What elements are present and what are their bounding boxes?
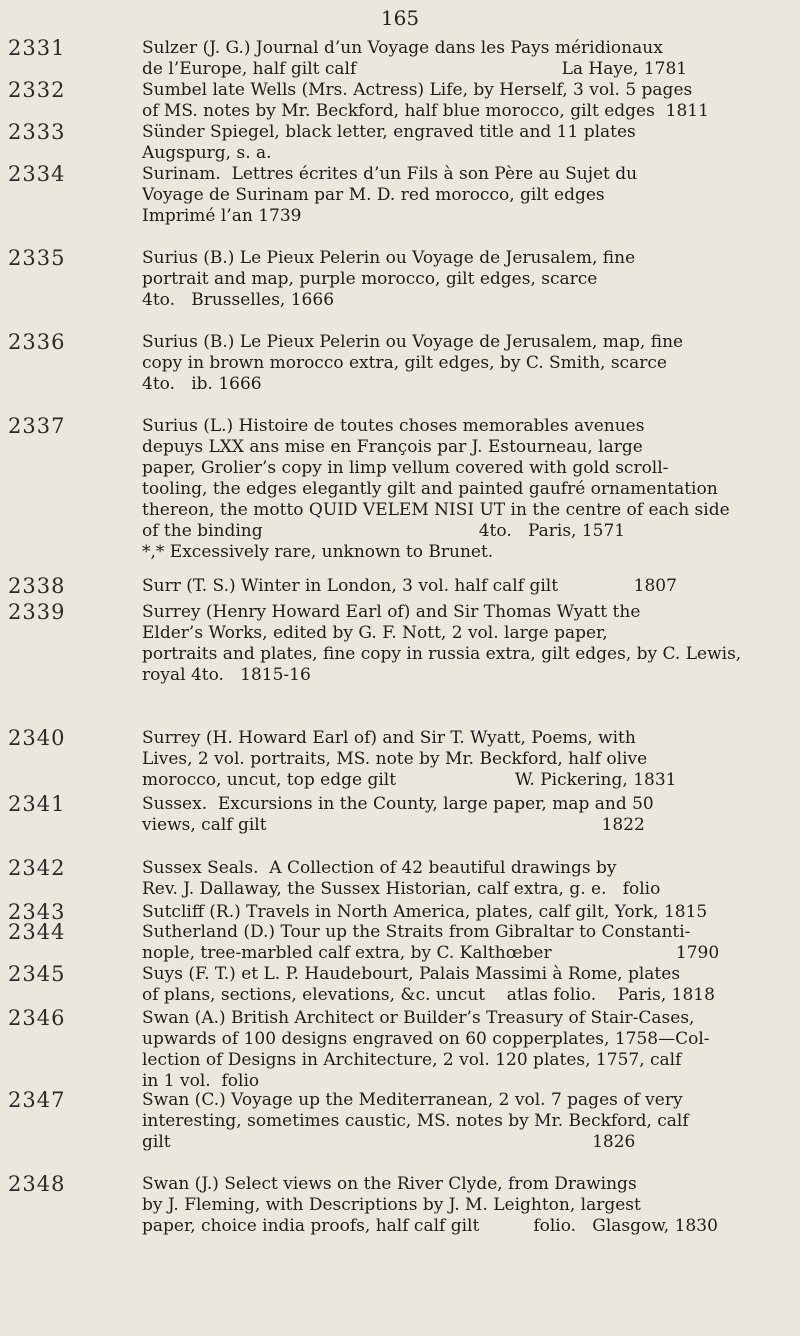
catalogue-lot (0, 1174, 800, 1237)
lot-description (142, 1090, 782, 1153)
lot-line: *,* Excessively rare, unknown to Brunet. (142, 542, 494, 562)
lot-number: 2345 (8, 962, 66, 986)
lot-line: Sumbel late Wells (Mrs. Actress) Life, by Herself, 3 vol. 5 pages (142, 80, 693, 100)
catalogue-lot (0, 602, 800, 686)
lot-line: tooling, the edges elegantly gilt and painted gaufré ornamentation (142, 479, 718, 499)
lot-line: Sussex Seals. A Collection of 42 beautiful drawings by (142, 858, 617, 878)
lot-line: views, calf gilt 1822 (142, 815, 645, 835)
lot-number: 2333 (8, 120, 66, 144)
lot-description (142, 728, 782, 791)
lot-line: of plans, sections, elevations, &c. uncut atlas folio. Paris, 1818 (142, 985, 715, 1005)
lot-description (142, 602, 782, 686)
lot-line: Surrey (Henry Howard Earl of) and Sir Thomas Wyatt the (142, 602, 641, 622)
lot-description (142, 902, 782, 923)
lot-line: Suys (F. T.) et L. P. Haudebourt, Palais Massimi à Rome, plates (142, 964, 681, 984)
lot-line: interesting, sometimes caustic, MS. notes by Mr. Beckford, calf (142, 1111, 689, 1131)
lot-line: Sutcliff (R.) Travels in North America, plates, calf gilt, York, 1815 (142, 902, 708, 922)
lot-line: Sussex. Excursions in the County, large paper, map and 50 (142, 794, 654, 814)
lot-number: 2341 (8, 792, 66, 816)
lot-description (142, 1174, 782, 1237)
lot-line: Rev. J. Dallaway, the Sussex Historian, calf extra, g. e. folio (142, 879, 661, 899)
lot-line: copy in brown morocco extra, gilt edges, by C. Smith, scarce (142, 353, 667, 373)
catalogue-lot (0, 416, 800, 563)
lot-number: 2340 (8, 726, 66, 750)
lot-line: of MS. notes by Mr. Beckford, half blue morocco, gilt edges 1811 (142, 101, 709, 121)
catalogue-lot (0, 902, 800, 923)
lot-number: 2337 (8, 414, 66, 438)
lot-line: paper, Grolier’s copy in limp vellum covered with gold scroll- (142, 458, 669, 478)
catalogue-lot (0, 164, 800, 227)
lot-line: by J. Fleming, with Descriptions by J. M. Leighton, largest (142, 1195, 641, 1215)
lot-line: Surinam. Lettres écrites d’un Fils à son Père au Sujet du (142, 164, 638, 184)
lot-line: depuys LXX ans mise en François par J. Estourneau, large (142, 437, 643, 457)
lot-number: 2334 (8, 162, 66, 186)
lot-number: 2342 (8, 856, 66, 880)
catalogue-lot (0, 576, 800, 597)
lot-number: 2348 (8, 1172, 66, 1196)
lot-description (142, 576, 782, 597)
lot-line: royal 4to. 1815-16 (142, 665, 311, 685)
catalogue-lot (0, 1090, 800, 1153)
lot-line: Sünder Spiegel, black letter, engraved title and 11 plates (142, 122, 636, 142)
lot-line: Sutherland (D.) Tour up the Straits from Gibraltar to Constanti- (142, 922, 691, 942)
lot-line: portraits and plates, fine copy in russia extra, gilt edges, by C. Lewis, (142, 644, 742, 664)
lot-description (142, 1008, 782, 1092)
lot-line: Surius (L.) Histoire de toutes choses memorables avenues (142, 416, 645, 436)
lot-line: Surius (B.) Le Pieux Pelerin ou Voyage de Jerusalem, map, fine (142, 332, 684, 352)
lot-number: 2346 (8, 1006, 66, 1030)
lot-line: lection of Designs in Architecture, 2 vol. 120 plates, 1757, calf (142, 1050, 682, 1070)
lot-line: portrait and map, purple morocco, gilt edges, scarce (142, 269, 598, 289)
lot-number: 2336 (8, 330, 66, 354)
catalogue-lot (0, 964, 800, 1006)
lot-line: Voyage de Surinam par M. D. red morocco, gilt edges (142, 185, 605, 205)
lot-line: Surr (T. S.) Winter in London, 3 vol. half calf gilt 1807 (142, 576, 677, 596)
lot-line: de l’Europe, half gilt calf La Haye, 1781 (142, 59, 688, 79)
lot-line: in 1 vol. folio (142, 1071, 260, 1091)
lot-line: nople, tree-marbled calf extra, by C. Kalthœber 1790 (142, 943, 720, 963)
lot-number: 2332 (8, 78, 66, 102)
lot-line: Swan (C.) Voyage up the Mediterranean, 2 vol. 7 pages of very (142, 1090, 683, 1110)
lot-number: 2335 (8, 246, 66, 270)
lot-description (142, 332, 782, 395)
catalogue-lot (0, 38, 800, 80)
lot-description (142, 416, 782, 563)
catalogue-lot (0, 248, 800, 311)
lot-line: Augspurg, s. a. (142, 143, 272, 163)
catalogue-lot (0, 728, 800, 791)
lot-line: Swan (A.) British Architect or Builder’s Treasury of Stair-Cases, (142, 1008, 695, 1028)
catalogue-lot (0, 332, 800, 395)
lot-line: thereon, the motto QUID VELEM NISI UT in the centre of each side (142, 500, 730, 520)
lot-description (142, 164, 782, 227)
lot-description (142, 122, 782, 164)
catalogue-lot (0, 1008, 800, 1092)
lot-line: Sulzer (J. G.) Journal d’un Voyage dans les Pays méridionaux (142, 38, 663, 58)
lot-number: 2339 (8, 600, 66, 624)
lot-line: 4to. Brusselles, 1666 (142, 290, 335, 310)
lot-line: Surrey (H. Howard Earl of) and Sir T. Wyatt, Poems, with (142, 728, 636, 748)
lot-line: Elder’s Works, edited by G. F. Nott, 2 vol. large paper, (142, 623, 608, 643)
catalogue-lot (0, 122, 800, 164)
catalogue-lot (0, 858, 800, 900)
lot-number: 2347 (8, 1088, 66, 1112)
lot-number: 2338 (8, 574, 66, 598)
lot-description (142, 922, 782, 964)
catalogue-lot (0, 80, 800, 122)
lot-line: 4to. ib. 1666 (142, 374, 262, 394)
lot-description (142, 248, 782, 311)
lot-number: 2344 (8, 920, 66, 944)
lot-description (142, 858, 782, 900)
lot-description (142, 964, 782, 1006)
catalogue-lot (0, 922, 800, 964)
lot-description (142, 794, 782, 836)
lot-line: of the binding 4to. Paris, 1571 (142, 521, 626, 541)
lot-description (142, 38, 782, 80)
lot-line: morocco, uncut, top edge gilt W. Pickering, 1831 (142, 770, 677, 790)
lot-line: gilt 1826 (142, 1132, 636, 1152)
lot-line: Surius (B.) Le Pieux Pelerin ou Voyage de Jerusalem, fine (142, 248, 636, 268)
page-number: 165 (380, 6, 420, 30)
lot-line: upwards of 100 designs engraved on 60 copperplates, 1758—Col- (142, 1029, 710, 1049)
lot-line: Swan (J.) Select views on the River Clyde, from Drawings (142, 1174, 637, 1194)
lot-line: paper, choice india proofs, half calf gilt folio. Glasgow, 1830 (142, 1216, 718, 1236)
lot-line: Imprimé l’an 1739 (142, 206, 302, 226)
lot-number: 2331 (8, 36, 66, 60)
lot-number: 2343 (8, 900, 66, 924)
catalogue-lot (0, 794, 800, 836)
lot-description (142, 80, 782, 122)
lot-line: Lives, 2 vol. portraits, MS. note by Mr. Beckford, half olive (142, 749, 648, 769)
